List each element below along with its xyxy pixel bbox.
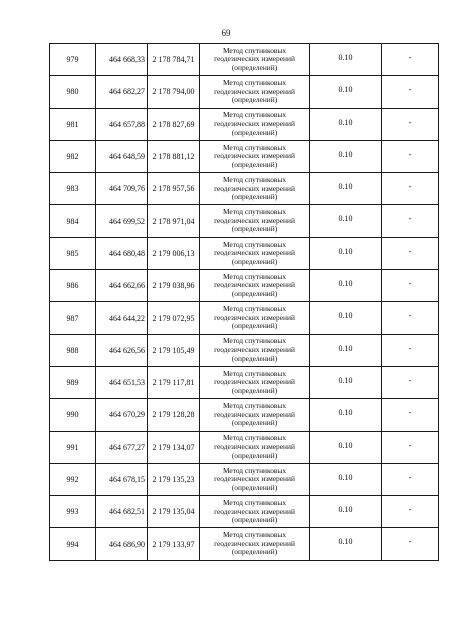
description-value: -: [408, 53, 412, 62]
x-coordinate-cell: 464 670,29: [96, 399, 148, 431]
method-cell: Метод спутниковых геодезических измерений (определений): [200, 399, 310, 431]
description-cell: [382, 334, 439, 366]
x-coordinate-cell: 464 682,27: [96, 76, 148, 108]
description-value: -: [408, 279, 412, 289]
method-cell: Метод спутниковых геодезических измерений (определений): [200, 237, 310, 269]
table-row: [50, 463, 439, 495]
y-coordinate-cell: 2 179 128,28: [148, 399, 200, 431]
accuracy-value: 0.10: [338, 343, 353, 353]
point-number-cell: 982: [50, 140, 96, 172]
accuracy-cell: [310, 463, 382, 495]
accuracy-value: 0.10: [338, 149, 353, 159]
description-value: -: [408, 85, 412, 95]
point-number-cell: 985: [50, 237, 96, 269]
method-cell: Метод спутниковых геодезических измерений (определений): [200, 140, 310, 172]
accuracy-value: 0.10: [338, 537, 353, 547]
method-cell: Метод спутниковых геодезических измерений (определений): [200, 366, 310, 398]
description-cell: [382, 44, 439, 76]
table-row: [50, 431, 439, 463]
point-number-cell: 984: [50, 205, 96, 237]
y-coordinate-cell: 2 179 134,07: [148, 431, 200, 463]
accuracy-cell: [310, 366, 382, 398]
table-row: [50, 140, 439, 172]
x-coordinate-cell: 464 686,90: [96, 528, 148, 560]
x-coordinate-cell: 464 709,76: [96, 173, 148, 205]
y-coordinate-cell: 2 178 827,69: [148, 108, 200, 140]
x-coordinate-cell: 464 680,48: [96, 237, 148, 269]
description-value: -: [408, 246, 412, 256]
point-number-cell: 988: [50, 334, 96, 366]
description-cell: [382, 366, 439, 398]
accuracy-cell: [310, 140, 382, 172]
description-value: -: [408, 537, 412, 547]
description-cell: [382, 528, 439, 560]
description-value: -: [408, 472, 412, 482]
x-coordinate-cell: 464 678,15: [96, 463, 148, 495]
y-coordinate-cell: 2 179 133,97: [148, 528, 200, 560]
description-cell: [382, 270, 439, 302]
table-row: [50, 270, 439, 302]
point-number-cell: 991: [50, 431, 96, 463]
accuracy-value: 0.10: [338, 53, 353, 62]
accuracy-value: 0.10: [338, 408, 353, 418]
method-cell: Метод спутниковых геодезических измерений (определений): [200, 76, 310, 108]
description-value: -: [408, 311, 412, 321]
description-cell: [382, 496, 439, 528]
x-coordinate-cell: 464 668,33: [96, 44, 148, 76]
x-coordinate-cell: 464 657,88: [96, 108, 148, 140]
y-coordinate-cell: 2 179 105,49: [148, 334, 200, 366]
method-cell: Метод спутниковых геодезических измерений (определений): [200, 431, 310, 463]
coordinates-table-body: [50, 44, 439, 561]
accuracy-value: 0.10: [338, 472, 353, 482]
accuracy-cell: [310, 76, 382, 108]
accuracy-cell: [310, 528, 382, 560]
point-number-cell: 993: [50, 496, 96, 528]
description-value: -: [408, 505, 412, 515]
accuracy-value: 0.10: [338, 375, 353, 385]
method-cell: Метод спутниковых геодезических измерений (определений): [200, 463, 310, 495]
accuracy-cell: [310, 108, 382, 140]
accuracy-value: 0.10: [338, 311, 353, 321]
point-number-cell: 994: [50, 528, 96, 560]
accuracy-value: 0.10: [338, 214, 353, 224]
table-row: [50, 302, 439, 334]
accuracy-value: 0.10: [338, 440, 353, 450]
accuracy-value: 0.10: [338, 246, 353, 256]
y-coordinate-cell: 2 178 784,71: [148, 44, 200, 76]
y-coordinate-cell: 2 178 881,12: [148, 140, 200, 172]
x-coordinate-cell: 464 699,52: [96, 205, 148, 237]
y-coordinate-cell: 2 179 117,81: [148, 366, 200, 398]
point-number-cell: 983: [50, 173, 96, 205]
method-cell: Метод спутниковых геодезических измерений (определений): [200, 528, 310, 560]
y-coordinate-cell: 2 178 971,04: [148, 205, 200, 237]
y-coordinate-cell: 2 178 957,56: [148, 173, 200, 205]
description-value: -: [408, 440, 412, 450]
accuracy-cell: [310, 237, 382, 269]
accuracy-cell: [310, 44, 382, 76]
y-coordinate-cell: 2 179 072,95: [148, 302, 200, 334]
page-number: 69: [221, 28, 231, 38]
description-value: -: [408, 149, 412, 159]
x-coordinate-cell: 464 651,53: [96, 366, 148, 398]
y-coordinate-cell: 2 179 135,23: [148, 463, 200, 495]
method-cell: Метод спутниковых геодезических измерений (определений): [200, 44, 310, 76]
method-cell: Метод спутниковых геодезических измерений (определений): [200, 302, 310, 334]
point-number-cell: 987: [50, 302, 96, 334]
description-value: -: [408, 117, 412, 127]
table-row: [50, 237, 439, 269]
description-cell: [382, 205, 439, 237]
description-cell: [382, 108, 439, 140]
description-value: -: [408, 182, 412, 192]
table-row: [50, 496, 439, 528]
y-coordinate-cell: 2 179 038,96: [148, 270, 200, 302]
point-number-cell: 981: [50, 108, 96, 140]
table-row: [50, 334, 439, 366]
y-coordinate-cell: 2 178 794,00: [148, 76, 200, 108]
y-coordinate-cell: 2 179 006,13: [148, 237, 200, 269]
method-cell: Метод спутниковых геодезических измерений (определений): [200, 205, 310, 237]
description-value: -: [408, 214, 412, 224]
method-cell: Метод спутниковых геодезических измерений (определений): [200, 496, 310, 528]
table-row: [50, 528, 439, 560]
accuracy-cell: [310, 431, 382, 463]
description-value: -: [408, 343, 412, 353]
x-coordinate-cell: 464 682,51: [96, 496, 148, 528]
method-cell: Метод спутниковых геодезических измерений (определений): [200, 108, 310, 140]
point-number-cell: 990: [50, 399, 96, 431]
point-number-cell: 989: [50, 366, 96, 398]
accuracy-cell: [310, 496, 382, 528]
accuracy-value: 0.10: [338, 85, 353, 95]
method-cell: Метод спутниковых геодезических измерений (определений): [200, 173, 310, 205]
table-row: [50, 44, 439, 76]
table-row: [50, 76, 439, 108]
accuracy-value: 0.10: [338, 182, 353, 192]
description-value: -: [408, 408, 412, 418]
accuracy-value: 0.10: [338, 505, 353, 515]
x-coordinate-cell: 464 626,56: [96, 334, 148, 366]
table-row: [50, 366, 439, 398]
point-number-cell: 992: [50, 463, 96, 495]
point-number-cell: 980: [50, 76, 96, 108]
table-row: [50, 108, 439, 140]
accuracy-cell: [310, 334, 382, 366]
x-coordinate-cell: 464 644,22: [96, 302, 148, 334]
method-cell: Метод спутниковых геодезических измерений (определений): [200, 334, 310, 366]
accuracy-cell: [310, 399, 382, 431]
description-cell: [382, 431, 439, 463]
description-cell: [382, 463, 439, 495]
x-coordinate-cell: 464 648,59: [96, 140, 148, 172]
accuracy-cell: [310, 205, 382, 237]
description-cell: [382, 237, 439, 269]
description-cell: [382, 302, 439, 334]
description-cell: [382, 76, 439, 108]
description-cell: [382, 140, 439, 172]
table-row: [50, 399, 439, 431]
table-row: [50, 173, 439, 205]
coordinates-table: [49, 43, 439, 561]
x-coordinate-cell: 464 662,66: [96, 270, 148, 302]
point-number-cell: 986: [50, 270, 96, 302]
table-row: [50, 205, 439, 237]
method-cell: Метод спутниковых геодезических измерений (определений): [200, 270, 310, 302]
accuracy-cell: [310, 173, 382, 205]
description-value: -: [408, 375, 412, 385]
description-cell: [382, 399, 439, 431]
accuracy-cell: [310, 270, 382, 302]
x-coordinate-cell: 464 677,27: [96, 431, 148, 463]
accuracy-value: 0.10: [338, 117, 353, 127]
description-cell: [382, 173, 439, 205]
point-number-cell: 979: [50, 44, 96, 76]
accuracy-value: 0.10: [338, 279, 353, 289]
accuracy-cell: [310, 302, 382, 334]
y-coordinate-cell: 2 179 135,04: [148, 496, 200, 528]
